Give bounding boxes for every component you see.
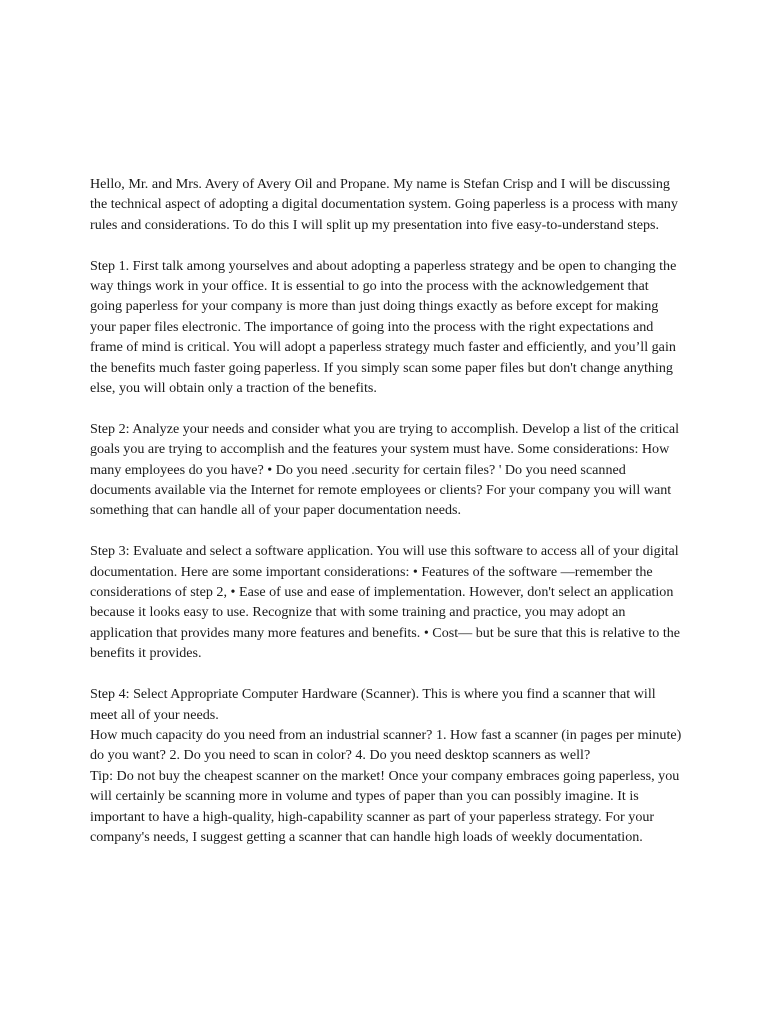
step-4-heading: Step 4: Select Appropriate Computer Hardware (Scanner). This is where you find a scanner that will meet all of your needs. — [90, 686, 656, 723]
step-4-tip: Tip: Do not buy the cheapest scanner on the market! Once your company embraces going paperless, you will certainly be scanning more in volume and types of paper than you can possibly imagine. It is important to have a high-quality, high-capability scanner as part of your paperless strategy. For your company's needs, I suggest getting a scanner that can handle high loads of weekly documentation. — [90, 767, 680, 845]
step-2-paragraph: Step 2: Analyze your needs and consider what you are trying to accomplish. Develop a list of the critical goals you are trying to accomplish and the features your system must have. Some considerations: How many employees do you have? • Do you need .security for certain files? ' Do you need scanned documents available via the Internet for remote employees or clients? For your company you will want something that can handle all of your paper documentation needs. — [90, 420, 680, 519]
intro-paragraph: Hello, Mr. and Mrs. Avery of Avery Oil and Propane. My name is Stefan Crisp and I will be discussing the technical aspect of adopting a digital documentation system. Going paperless is a process with many rules and considerations. To do this I will split up my presentation into five easy-to-understand steps. — [90, 176, 678, 233]
step-1-paragraph: Step 1. First talk among yourselves and about adopting a paperless strategy and be open to changing the way things work in your office. It is essential to go into the process with the acknowledgement that going paperless for your company is more than just doing things exactly as before except for making your paper files electronic. The importance of going into the process with the right expectations and frame of mind is critical. You will adopt a paperless strategy much faster and efficiently, and you’ll gain the benefits much faster going paperless. If you simply scan some paper files but don't change anything else, you will obtain only a traction of the benefits. — [90, 257, 677, 397]
document-body — [90, 174, 682, 847]
step-4-questions: How much capacity do you need from an industrial scanner? 1. How fast a scanner (in pages per minute) do you want? 2. Do you need to scan in color? 4. Do you need desktop scanners as well? — [90, 726, 682, 764]
step-3-paragraph: Step 3: Evaluate and select a software application. You will use this software to access all of your digital documentation. Here are some important considerations: • Features of the software —remember the considerations of step 2, • Ease of use and ease of implementation. However, don't select an application because it looks easy to use. Recognize that with some training and practice, you may adopt an application that provides many more features and benefits. • Cost— but be sure that this is relative to the benefits it provides. — [90, 543, 681, 662]
step-4-section — [90, 684, 682, 847]
